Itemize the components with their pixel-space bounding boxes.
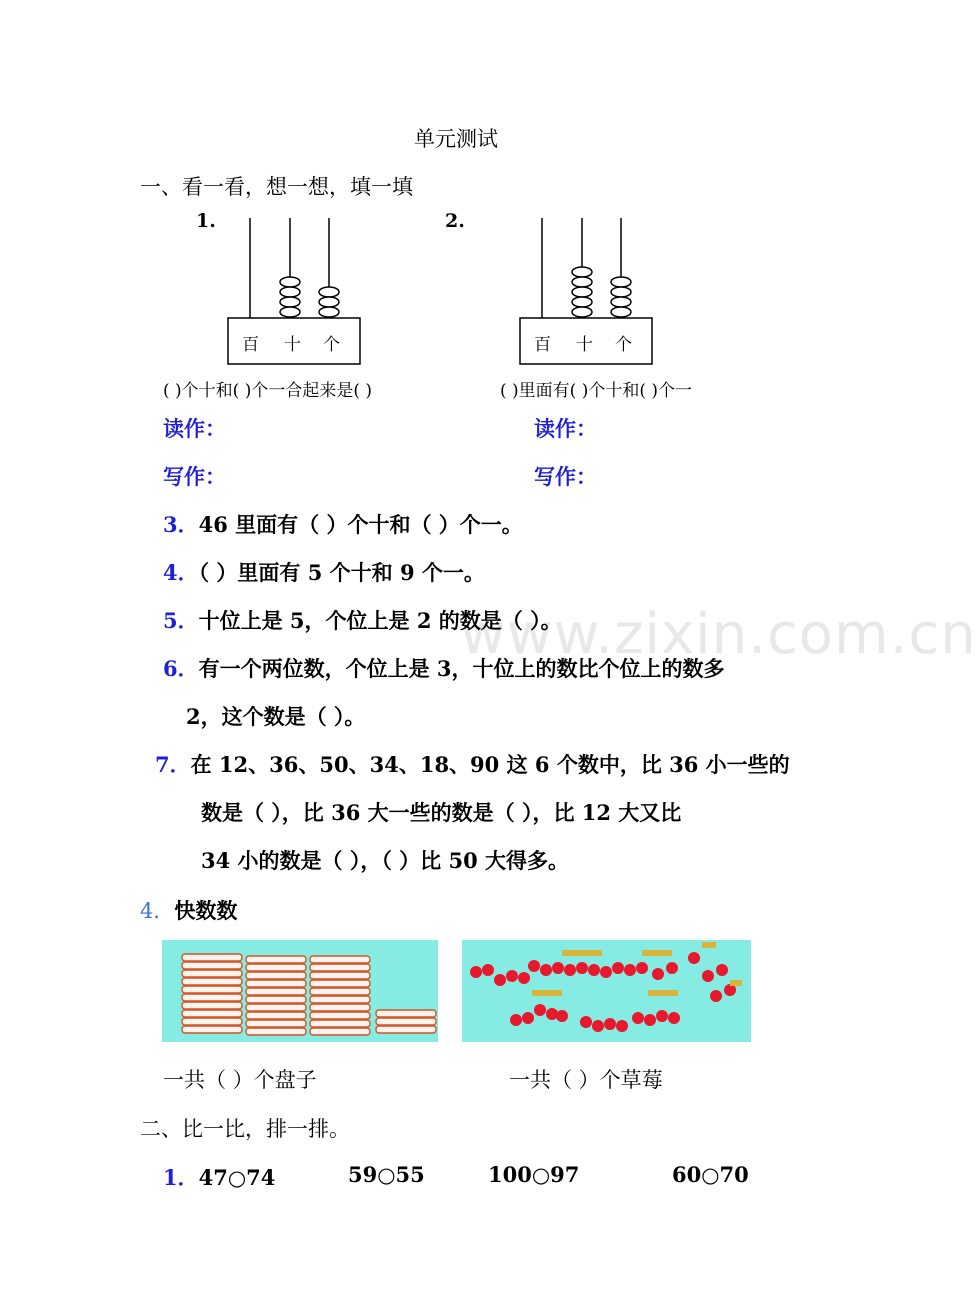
question-7-number: 7．: [155, 752, 191, 777]
section-1-heading: 一、看一看，想一想，填一填: [140, 175, 413, 199]
question-5-text: 十位上是 5，个位上是 2 的数是（ ）。: [198, 608, 562, 633]
question-7-line-1: [155, 749, 790, 779]
question-4-number: 4．: [163, 560, 199, 585]
abacus-1-place-ones: 个: [323, 335, 340, 355]
comparison-4: 60○70: [672, 1162, 749, 1187]
read-label-2: 读作：: [534, 416, 597, 441]
abacus-1-label: 1.: [196, 210, 216, 232]
abacus-2-place-ones: 个: [615, 335, 632, 355]
read-label-1: 读作：: [163, 416, 226, 441]
abacus-1: [220, 210, 370, 370]
section-2-heading: 二、比一比，排一排。: [140, 1117, 350, 1141]
comparison-2: 59○55: [348, 1162, 425, 1187]
question-5-number: 5．: [163, 608, 199, 633]
question-5: [163, 605, 562, 635]
abacus-2-place-tens: 十: [576, 335, 593, 355]
abacus-2-place-hundreds: 百: [534, 335, 551, 355]
abacus-1-caption: ( )个十和( )个一合起来是( ): [163, 381, 373, 401]
question-6-text-1: 有一个两位数，个位上是 3，十位上的数比个位上的数多: [198, 656, 725, 681]
count-title: 快数数: [174, 898, 238, 923]
question-4: [163, 557, 485, 587]
strawberries-illustration: [462, 940, 751, 1042]
abacus-2-label: 2.: [445, 210, 465, 232]
write-label-2: 写作：: [534, 464, 597, 489]
abacus-2-caption: ( )里面有( )个十和( )个一: [500, 381, 693, 401]
question-7-text-1: 在 12、36、50、34、18、90 这 6 个数中，比 36 小一些的: [190, 752, 790, 777]
comparison-question-number: 1．: [163, 1165, 199, 1190]
abacus-2: [512, 210, 662, 370]
question-3: [163, 509, 523, 539]
question-4-text: （ ）里面有 5 个十和 9 个一。: [198, 560, 485, 585]
strawberries-caption: 一共（ ）个草莓: [509, 1068, 663, 1092]
question-7-line-2: 数是（ ），比 36 大一些的数是（ ），比 12 大又比: [201, 800, 682, 825]
comparison-3: 100○97: [488, 1162, 580, 1187]
page-title: 单元测试: [414, 127, 498, 151]
question-6-line-2: 2，这个数是（ ）。: [186, 704, 366, 729]
count-heading: [140, 895, 237, 925]
abacus-1-place-hundreds: 百: [242, 335, 259, 355]
comparison-1: 47○74: [198, 1165, 276, 1190]
write-label-1: 写作：: [163, 464, 226, 489]
plates-picture: [162, 940, 438, 1042]
strawberries-picture: [462, 940, 751, 1042]
question-6-line-1: [163, 653, 725, 683]
plates-illustration: [162, 940, 438, 1042]
question-7-line-3: 34 小的数是（ ），（ ）比 50 大得多。: [201, 848, 570, 873]
count-number: 4．: [140, 899, 175, 923]
watermark: www.zixin.com.cn: [460, 602, 977, 667]
plates-caption: 一共（ ）个盘子: [163, 1068, 317, 1092]
question-3-text: 46 里面有（ ）个十和（ ）个一。: [198, 512, 523, 537]
question-3-number: 3．: [163, 512, 199, 537]
question-6-number: 6．: [163, 656, 199, 681]
comparison-question-1: [163, 1162, 275, 1192]
abacus-1-place-tens: 十: [284, 335, 301, 355]
